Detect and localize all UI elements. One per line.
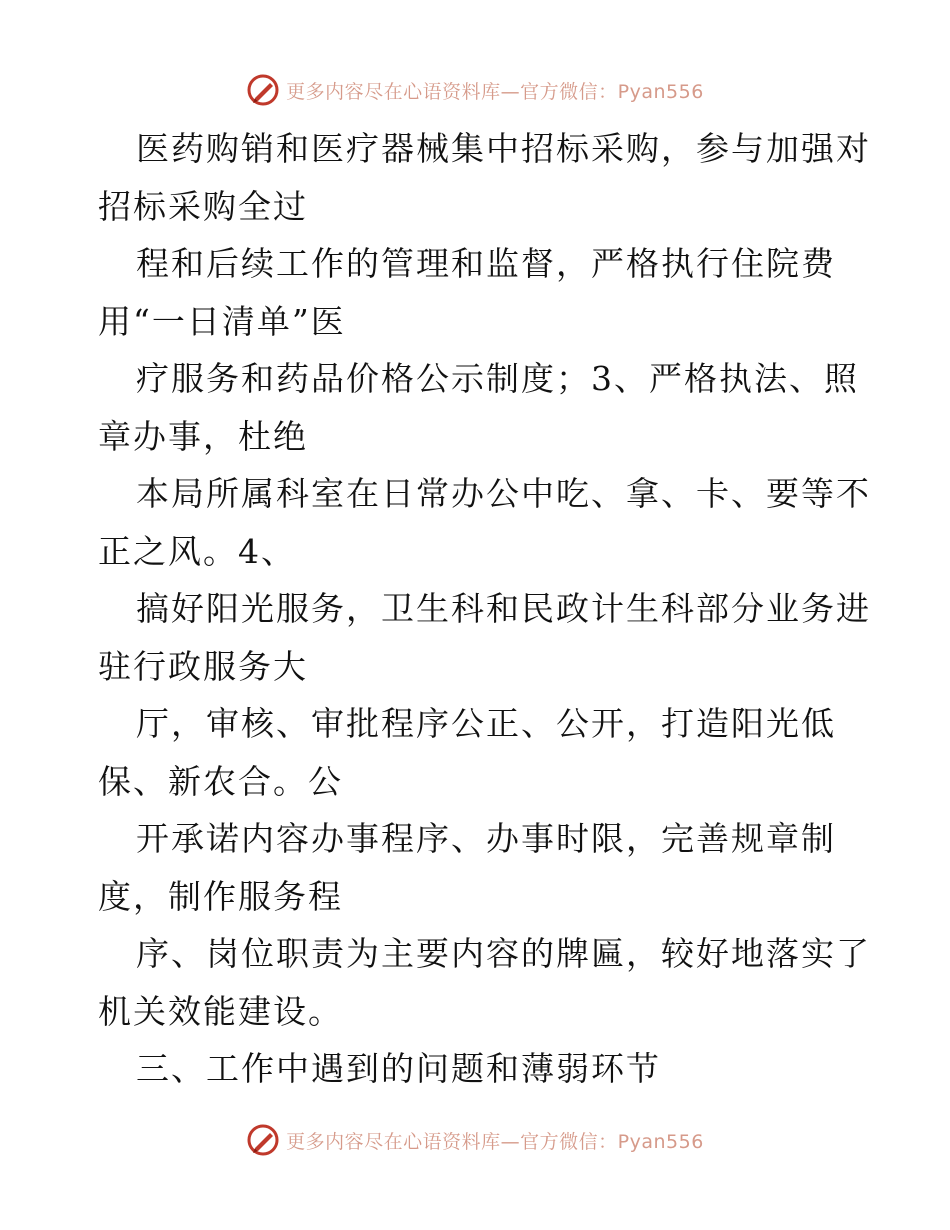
body-line: 医药购销和医疗器械集中招标采购，参与加强对 [136, 129, 871, 168]
body-line: 开承诺内容办事程序、办事时限，完善规章制 [136, 819, 836, 858]
body-line: 搞好阳光服务，卫生科和民政计生科部分业务进 [136, 589, 871, 628]
body-line: 章办事，杜绝 [98, 416, 308, 456]
body-line: 正之风。4、 [98, 531, 296, 571]
body-line: 本局所属科室在日常办公中吃、拿、卡、要等不 [136, 474, 871, 513]
body-line: 驻行政服务大 [98, 646, 308, 686]
footer-watermark [0, 1120, 950, 1160]
body-line: 机关效能建设。 [98, 991, 343, 1031]
body-line: 疗服务和药品价格公示制度；3、严格执法、照 [136, 359, 859, 398]
body-line: 保、新农合。公 [98, 761, 343, 801]
section-heading: 三、工作中遇到的问题和薄弱环节 [136, 1049, 661, 1088]
header-watermark [0, 70, 950, 110]
document-body [98, 120, 898, 1098]
watermark-text: 更多内容尽在心语资料库—官方微信：Pyan556 [286, 1130, 704, 1153]
pen-logo-icon [246, 73, 280, 107]
pen-logo-icon [246, 1123, 280, 1157]
body-line: 用“一日清单”医 [98, 301, 346, 341]
watermark-text: 更多内容尽在心语资料库—官方微信：Pyan556 [286, 80, 704, 103]
body-line: 程和后续工作的管理和监督，严格执行住院费 [136, 244, 836, 283]
body-line: 序、岗位职责为主要内容的牌匾，较好地落实了 [136, 934, 871, 973]
body-line: 厅，审核、审批程序公正、公开，打造阳光低 [136, 704, 836, 743]
body-line: 度，制作服务程 [98, 876, 343, 916]
body-line: 招标采购全过 [98, 186, 308, 226]
